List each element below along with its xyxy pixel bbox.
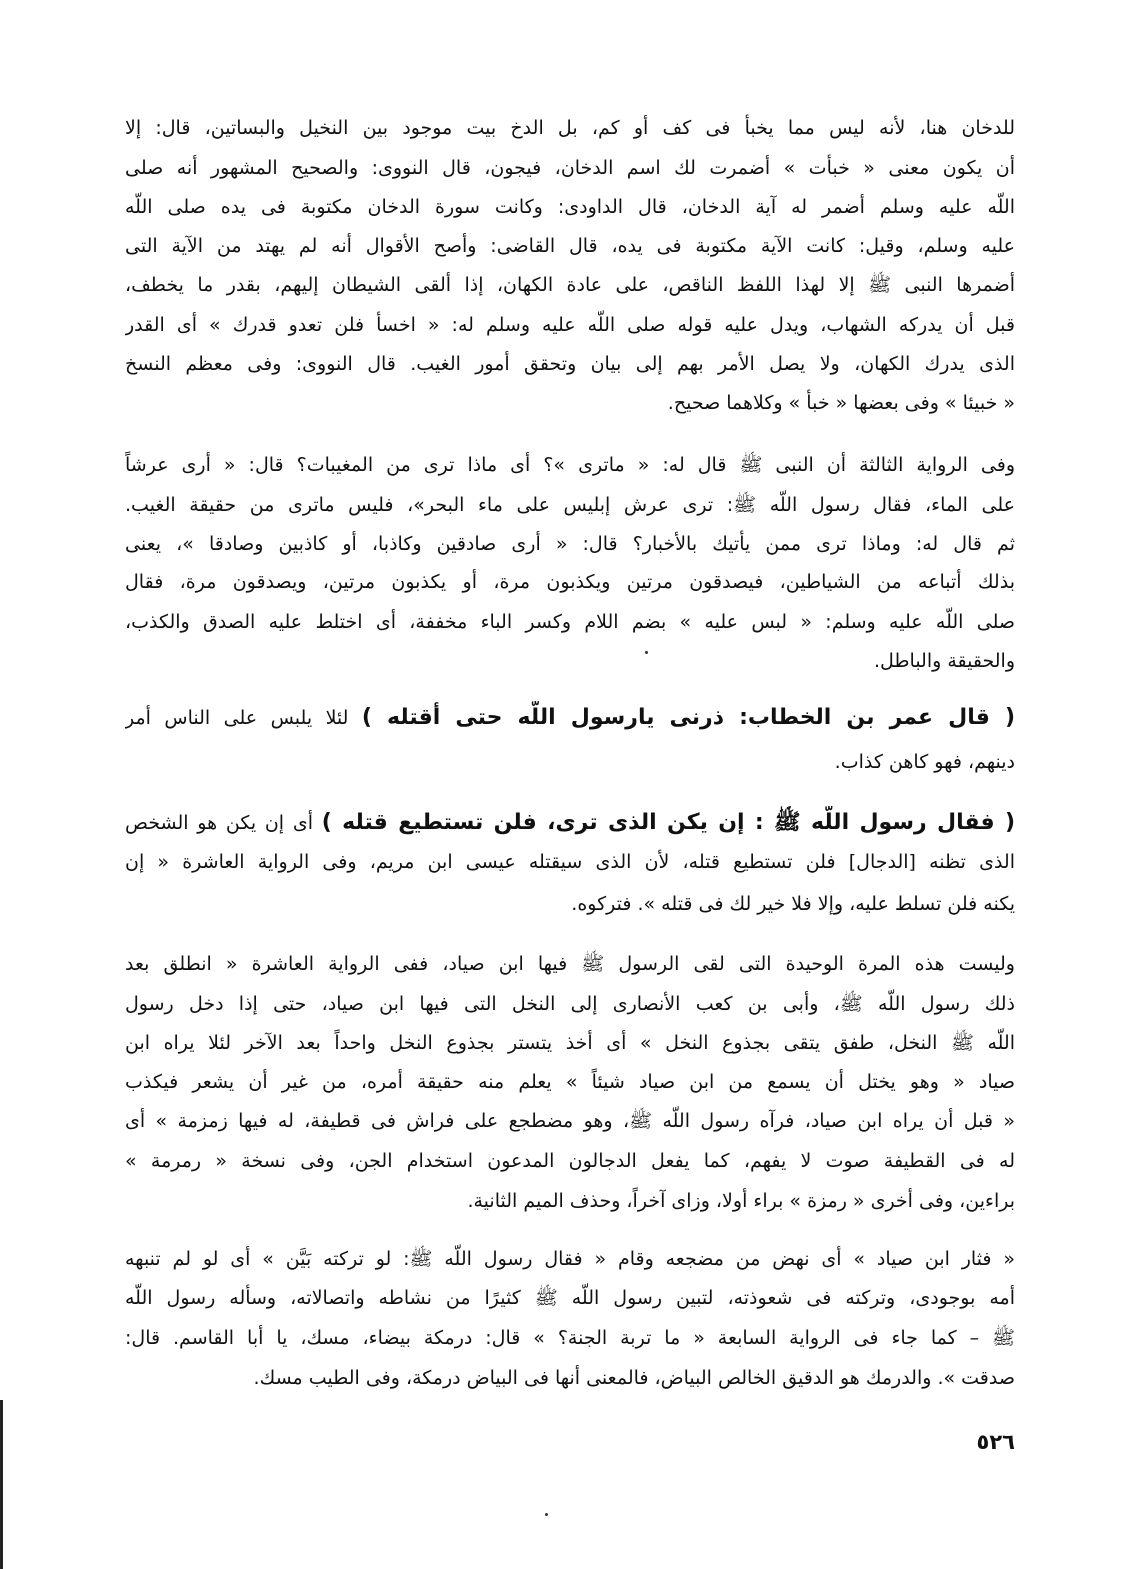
text-line: للدخان هنا، لأنه ليس مما يخبأ فى كف أو كم، بل الدخ بيت موجود بين النخيل والبساتين، قال: إلا [125,117,1015,139]
text-line: « فثار ابن صياد » أى نهض من مضجعه وقام « فقال رسول اللّه ﷺ: لو تركته بَيَّن » أى لو لم تنبهه [125,1248,1015,1270]
text-line: « خبيئا » وفى بعضها « خبأ » وكلاهما صحيح. [667,392,1015,414]
text-line: صلى اللّه عليه وسلم: « لبس عليه » بضم اللام وكسر الباء مخففة، أى اختلط عليه الصدق والكذب، [125,611,1015,633]
text-line: عليه وسلم، وقيل: كانت الآية مكتوبة فى يده، قال القاضى: وأصح الأقوال أنه لم يهتد من الآية التى [125,235,1015,257]
text-line: أن يكون معنى « خبأت » أضمرت لك اسم الدخان، فيجون، قال النووى: والصحيح المشهور أنه صلى [125,157,1015,179]
quoted-hadith-text: ( فقال رسول اللّه ﷺ : إن يكن الذى ترى، فلن تستطيع قتله ) [321,810,1015,835]
quoted-hadith-text: ( قال عمر بن الخطاب: ذرنى يارسول اللّه حتى أقتله ) [361,705,1015,730]
text-line: على الماء، فقال رسول اللّه ﷺ: ترى عرش إبليس على ماء البحر»، فليس ماترى من حقيقة الغيب. [125,494,1015,516]
text-line: « قبل أن يراه ابن صياد، فرآه رسول اللّه ﷺ، وهو مضطجع على فراش فى قطيفة، له فيها زمزمة » أى [125,1110,1015,1132]
text-line: الذى يدرك الكهان، ولا يصل الأمر بهم إلى بيان وتحقق أمور الغيب. قال النووى: وفى معظم النسخ [125,353,1015,375]
text-line: ثم قال له: وماذا ترى ممن يأتيك بالأخبار؟ قال: « أرى صادقين وكاذبا، أو كاذبين وصادقا »، يعنى [125,533,1015,555]
text-line: دينهم، فهو كاهن كذاب. [834,751,1015,773]
text-line: اللّه عليه وسلم أضمر له آية الدخان، قال الداودى: وكانت سورة الدخان مكتوبة فى يده صلى اللّه [125,196,1015,218]
text-line: صدقت ». والدرمك هو الدقيق الخالص البياض، فالمعنى أنها فى البياض درمكة، وفى الطيب مسك. [253,1367,1015,1389]
scan-speck [645,651,648,654]
text-line [125,701,1015,735]
text-line [125,806,1015,840]
text-line: له فى القطيفة صوت لا يفهم، كما يفعل الدجالون المدعون استخدام الجن، وفى نسخة « رمرمة » [125,1150,1015,1172]
text-line: والحقيقة والباطل. [873,650,1015,672]
text-line: الذى تظنه [الدجال] فلن تستطيع قتله، لأن الذى سيقتله عيسى ابن مريم، وفى الرواية العاشرة « إن [125,851,1015,873]
text-line: وليست هذه المرة الوحيدة التى لقى الرسول ﷺ فيها ابن صياد، ففى الرواية العاشرة « انطلق بعد [125,953,1015,975]
page-number: ٥٢٦ [976,1430,1015,1454]
text-line: صياد « وهو يختل أن يسمع من ابن صياد شيئاً » يعلم منه حقيقة أمره، من غير أن يشعر فيكذب [125,1071,1015,1093]
commentary-text: أى إن يكن هو الشخص [125,812,322,834]
text-line: وفى الرواية الثالثة أن النبى ﷺ قال له: « ماترى »؟ أى ماذا ترى من المغيبات؟ قال: « أرى عرشاً [125,454,1015,476]
text-line: أضمرها النبى ﷺ إلا لهذا اللفظ الناقص، على عادة الكهان، إذا ألقى الشيطان إليهم، بقدر ما يخطف، [125,274,1015,296]
commentary-text: لئلا يلبس على الناس أمر [125,707,362,729]
text-line: ذلك رسول اللّه ﷺ، وأبى بن كعب الأنصارى إلى النخل التى فيها ابن صياد، حتى إذا دخل رسول [125,993,1015,1015]
scan-speck [545,1513,548,1516]
text-line: أمه بوجودى، وتركته فى شعوذته، لتبين رسول اللّه ﷺ كثيرًا من نشاطه واتصالاته، وسأله رسول اللّه [125,1287,1015,1309]
text-line: ﷺ – كما جاء فى الرواية السابعة « ما تربة الجنة؟ » قال: درمكة بيضاء، مسك، يا أبا القاسم. قال: [125,1327,1015,1349]
text-line: براءين، وفى أخرى « رمزة » براء أولا، وزاى آخراً، وحذف الميم الثانية. [467,1190,1015,1212]
text-line: قبل أن يدركه الشهاب، ويدل عليه قوله صلى اللّه عليه وسلم له: « اخسأ فلن تعدو قدرك » أى القدر [125,314,1015,336]
scan-edge [0,1400,3,1569]
text-line: بذلك أتباعه من الشياطين، فيصدقون مرتين ويكذبون مرة، أو يكذبون مرتين، ويصدقون مرة، فقال [125,571,1015,593]
text-line: اللّه ﷺ النخل، طفق يتقى بجذوع النخل » أى أخذ يتستر بجذوع النخل واحداً بعد الآخر لئلا يراه ابن [125,1032,1015,1054]
text-line: يكنه فلن تسلط عليه، وإلا فلا خير لك فى قتله ». فتركوه. [571,893,1015,915]
